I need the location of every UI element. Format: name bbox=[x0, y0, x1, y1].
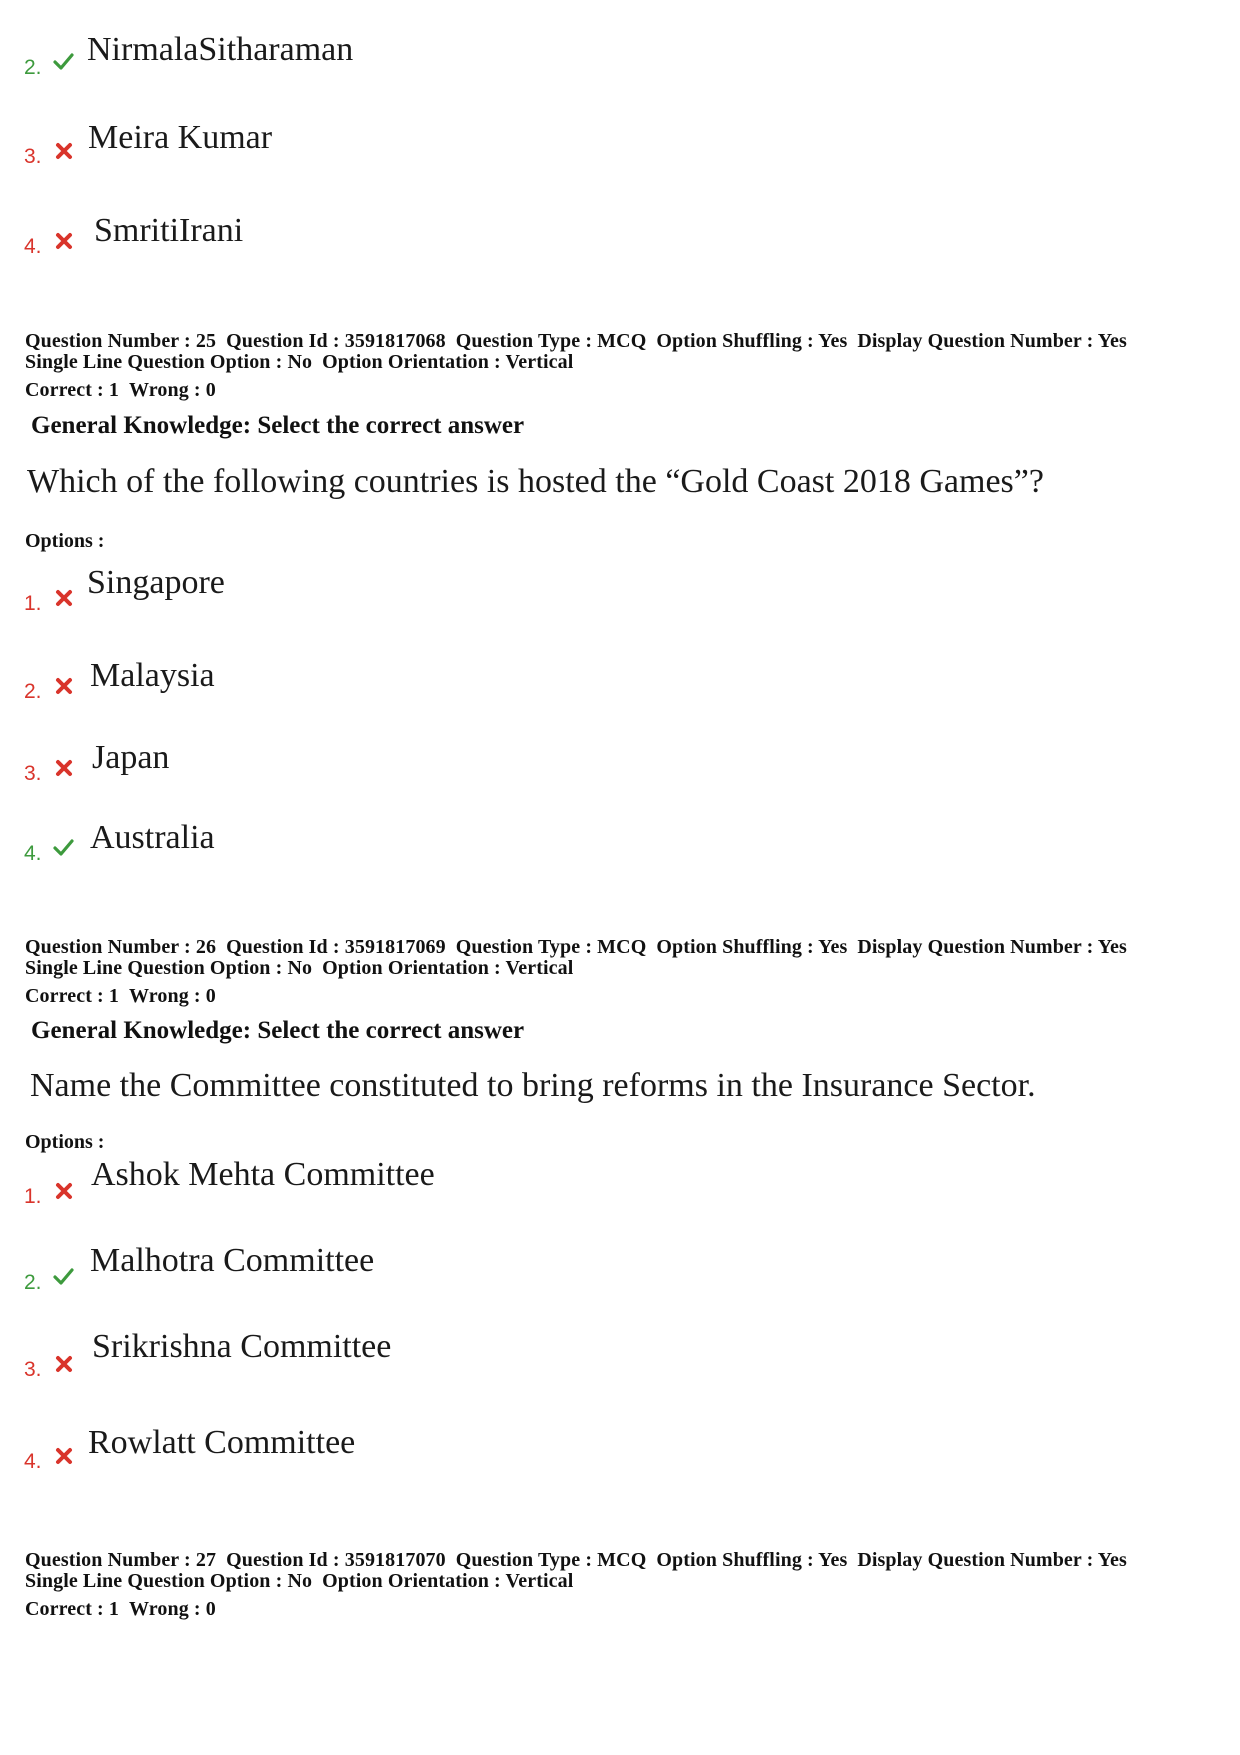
single-line-option: Single Line Question Option : No bbox=[25, 1570, 313, 1592]
question-marks bbox=[25, 379, 226, 401]
question-type: Question Type : MCQ bbox=[455, 1549, 647, 1571]
question-marks bbox=[25, 1598, 226, 1620]
option-text: Ashok Mehta Committee bbox=[91, 1156, 435, 1193]
section-title: General Knowledge: Select the correct answer bbox=[31, 412, 525, 439]
wrong-marks: Wrong : 0 bbox=[129, 379, 216, 401]
question-id: Question Id : 3591817070 bbox=[226, 1549, 446, 1571]
correct-marks: Correct : 1 bbox=[25, 1598, 120, 1620]
question-number: Question Number : 26 bbox=[25, 936, 217, 958]
option-orientation: Option Orientation : Vertical bbox=[322, 957, 574, 979]
check-icon bbox=[52, 50, 74, 72]
option-text: Singapore bbox=[87, 564, 225, 601]
option-number: 4. bbox=[24, 235, 42, 258]
option-number: 2. bbox=[24, 680, 42, 703]
option-number: 4. bbox=[24, 1450, 42, 1473]
question-meta-line2 bbox=[25, 351, 583, 373]
option-number: 3. bbox=[24, 145, 42, 168]
display-question-number: Display Question Number : Yes bbox=[857, 330, 1127, 352]
cross-icon bbox=[53, 1353, 75, 1375]
check-icon bbox=[52, 836, 74, 858]
wrong-marks: Wrong : 0 bbox=[129, 985, 216, 1007]
option-number: 4. bbox=[24, 842, 42, 865]
option-shuffling: Option Shuffling : Yes bbox=[656, 1549, 848, 1571]
option-shuffling: Option Shuffling : Yes bbox=[656, 330, 848, 352]
option-orientation: Option Orientation : Vertical bbox=[322, 1570, 574, 1592]
option-text: Malaysia bbox=[90, 657, 215, 694]
question-type: Question Type : MCQ bbox=[455, 330, 647, 352]
question-type: Question Type : MCQ bbox=[455, 936, 647, 958]
option-text: NirmalaSitharaman bbox=[87, 31, 354, 68]
cross-icon bbox=[53, 140, 75, 162]
option-number: 2. bbox=[24, 56, 42, 79]
cross-icon bbox=[53, 1180, 75, 1202]
question-meta-line1 bbox=[25, 330, 1137, 352]
correct-marks: Correct : 1 bbox=[25, 379, 120, 401]
option-text: Malhotra Committee bbox=[90, 1242, 375, 1279]
section-title: General Knowledge: Select the correct answer bbox=[31, 1017, 525, 1044]
option-orientation: Option Orientation : Vertical bbox=[322, 351, 574, 373]
option-text: SmritiIrani bbox=[94, 212, 244, 249]
options-label: Options : bbox=[25, 1131, 105, 1153]
display-question-number: Display Question Number : Yes bbox=[857, 1549, 1127, 1571]
question-meta-line2 bbox=[25, 1570, 583, 1592]
option-text: Australia bbox=[90, 819, 215, 856]
options-label: Options : bbox=[25, 530, 105, 552]
question-id: Question Id : 3591817068 bbox=[226, 330, 446, 352]
cross-icon bbox=[53, 757, 75, 779]
question-text: Name the Committee constituted to bring reforms in the Insurance Sector. bbox=[30, 1067, 1036, 1104]
question-text: Which of the following countries is hosted the “Gold Coast 2018 Games”? bbox=[27, 463, 1044, 500]
option-number: 2. bbox=[24, 1271, 42, 1294]
cross-icon bbox=[53, 1445, 75, 1467]
question-meta-line1 bbox=[25, 1549, 1137, 1571]
correct-marks: Correct : 1 bbox=[25, 985, 120, 1007]
question-meta-line2 bbox=[25, 957, 583, 979]
question-marks bbox=[25, 985, 226, 1007]
option-shuffling: Option Shuffling : Yes bbox=[656, 936, 848, 958]
option-number: 3. bbox=[24, 762, 42, 785]
question-number: Question Number : 27 bbox=[25, 1549, 217, 1571]
cross-icon bbox=[53, 230, 75, 252]
display-question-number: Display Question Number : Yes bbox=[857, 936, 1127, 958]
question-number: Question Number : 25 bbox=[25, 330, 217, 352]
single-line-option: Single Line Question Option : No bbox=[25, 351, 313, 373]
option-number: 3. bbox=[24, 1358, 42, 1381]
option-number: 1. bbox=[24, 592, 42, 615]
question-meta-line1 bbox=[25, 936, 1137, 958]
option-text: Meira Kumar bbox=[88, 119, 273, 156]
option-text: Rowlatt Committee bbox=[88, 1424, 356, 1461]
check-icon bbox=[52, 1265, 74, 1287]
wrong-marks: Wrong : 0 bbox=[129, 1598, 216, 1620]
cross-icon bbox=[53, 587, 75, 609]
option-text: Srikrishna Committee bbox=[92, 1328, 392, 1365]
question-id: Question Id : 3591817069 bbox=[226, 936, 446, 958]
option-number: 1. bbox=[24, 1185, 42, 1208]
single-line-option: Single Line Question Option : No bbox=[25, 957, 313, 979]
option-text: Japan bbox=[92, 739, 170, 776]
cross-icon bbox=[53, 675, 75, 697]
